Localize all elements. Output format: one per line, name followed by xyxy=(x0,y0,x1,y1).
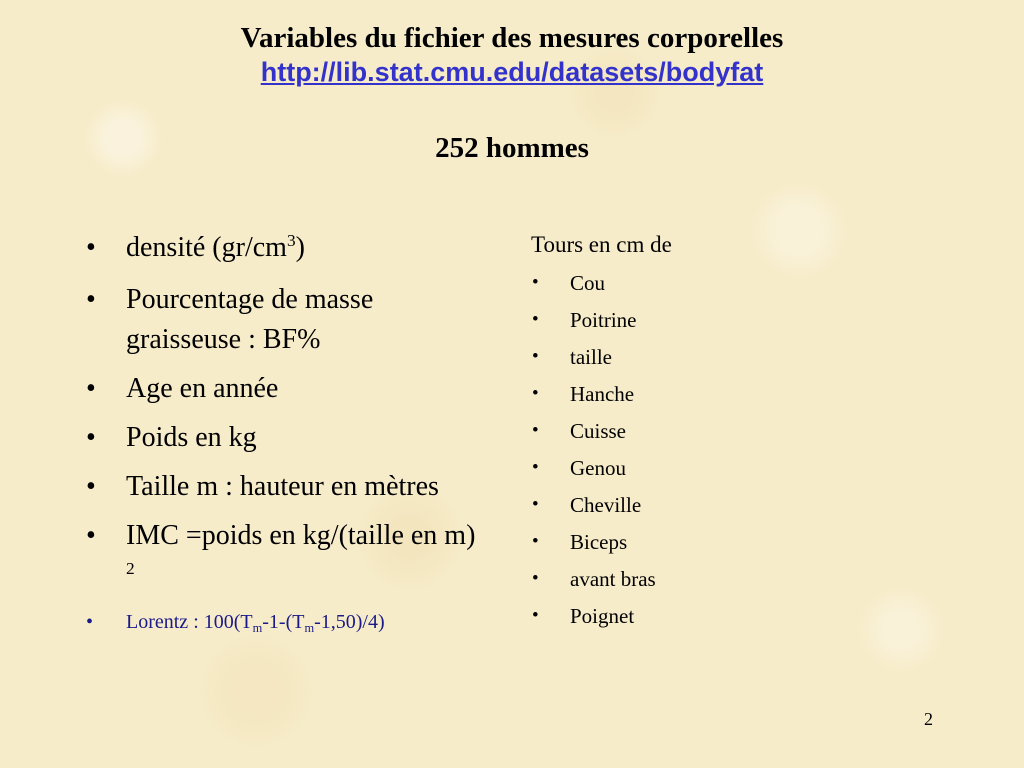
list-item-text: IMC =poids en kg/(taille en m) xyxy=(126,520,476,551)
list-item-text: Taille m : hauteur en mètres xyxy=(126,471,439,502)
list-item: • avant bras xyxy=(531,564,831,594)
list-item-age xyxy=(86,369,486,409)
list-item: • Biceps xyxy=(531,527,831,557)
list-item: • Genou xyxy=(531,453,831,483)
list-item-bf xyxy=(86,280,486,360)
list-item: • Cheville xyxy=(531,490,831,520)
list-item-poids xyxy=(86,418,486,458)
list-item-taille xyxy=(86,467,486,507)
list-item: • Hanche xyxy=(531,379,831,409)
list-item: • Cuisse xyxy=(531,416,831,446)
dataset-link[interactable]: http://lib.stat.cmu.edu/datasets/bodyfat xyxy=(260,57,764,87)
subscript: m xyxy=(252,621,263,636)
measurements-list xyxy=(531,268,831,638)
title-block xyxy=(0,20,1024,88)
list-item-densite xyxy=(86,228,486,271)
variables-list xyxy=(86,228,486,647)
list-item: • taille xyxy=(531,342,831,372)
list-item-text: densité (gr/cm xyxy=(126,232,287,263)
formula-part: -1,50)/4) xyxy=(314,611,385,633)
subscript: m xyxy=(304,621,315,636)
list-item-imc xyxy=(86,516,486,599)
list-item: • Cou xyxy=(531,268,831,298)
page-number: 2 xyxy=(924,709,933,729)
list-item-text: Poids en kg xyxy=(126,422,257,453)
list-item-text: Pourcentage de masse graisseuse : BF% xyxy=(126,284,374,355)
list-item-text: ) xyxy=(295,232,305,263)
formula-part: Lorentz : 100(T xyxy=(126,611,253,633)
formula-part: -1-(T xyxy=(262,611,305,633)
superscript: 3 xyxy=(286,231,296,251)
list-item: • Poignet xyxy=(531,601,831,631)
list-item-lorentz xyxy=(86,608,486,638)
superscript: 2 xyxy=(126,559,135,579)
measurements-heading: Tours en cm de xyxy=(531,232,672,257)
list-item: • Poitrine xyxy=(531,305,831,335)
slide-subtitle: 252 hommes xyxy=(435,132,589,164)
slide-title: Variables du fichier des mesures corporelles xyxy=(240,22,784,54)
list-item-text: Age en année xyxy=(126,373,279,404)
